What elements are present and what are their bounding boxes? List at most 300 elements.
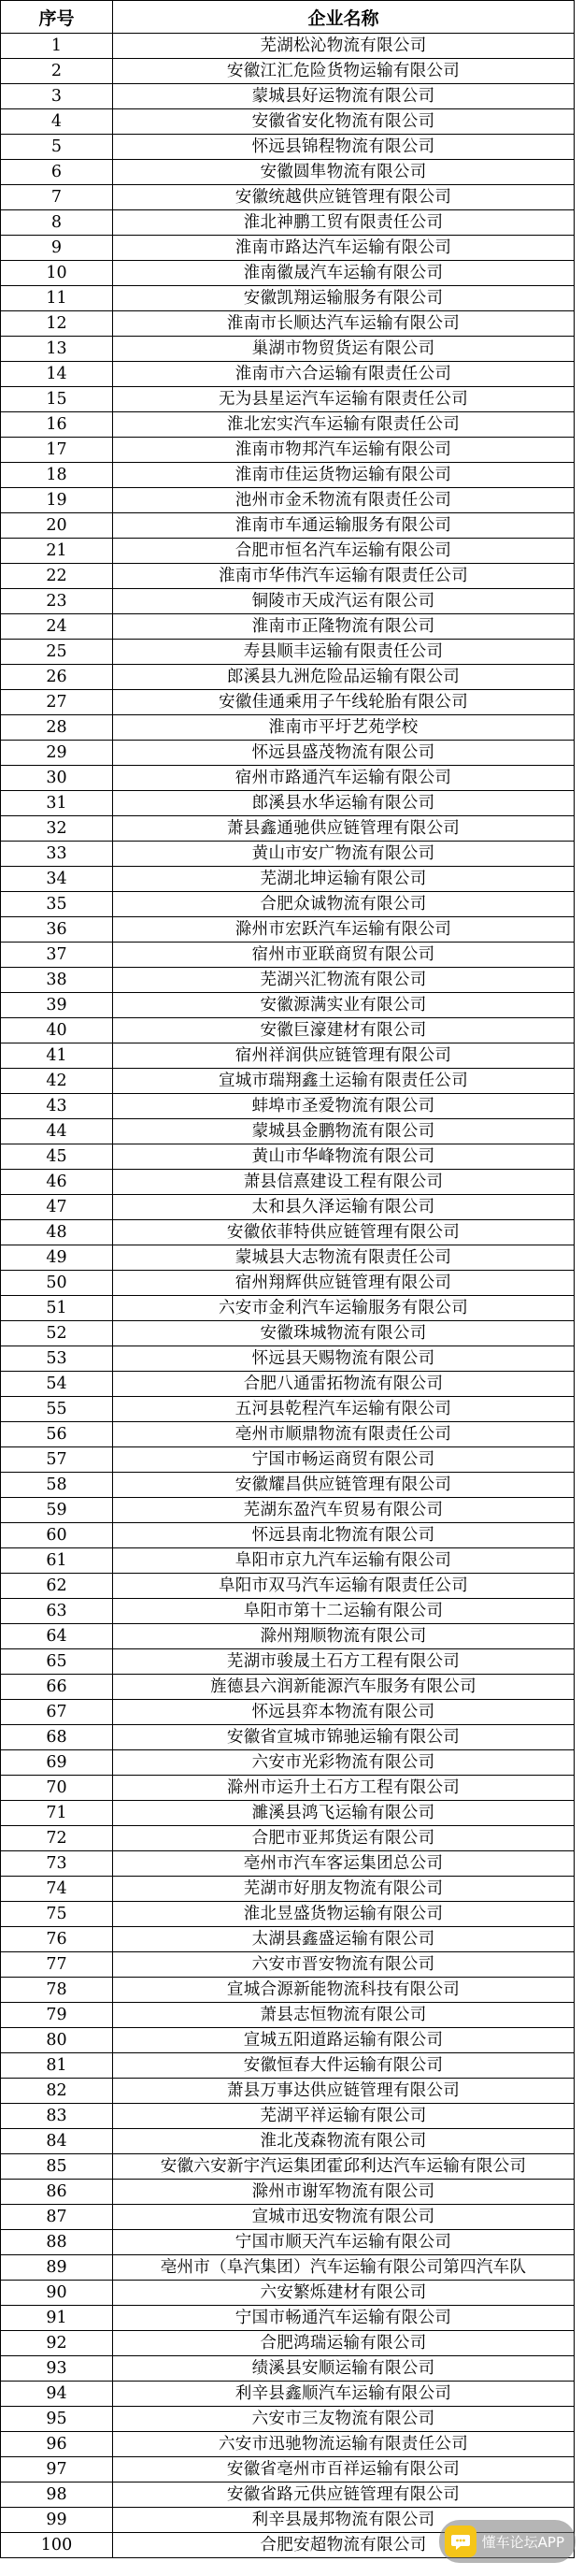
row-index: 51	[1, 1296, 113, 1321]
row-index: 81	[1, 2053, 113, 2079]
row-index: 57	[1, 1447, 113, 1473]
row-index: 39	[1, 993, 113, 1018]
row-index: 28	[1, 715, 113, 741]
table-row	[1, 2230, 575, 2255]
row-index: 71	[1, 1801, 113, 1826]
company-name: 太湖县鑫盛运输有限公司	[113, 1927, 575, 1952]
company-name: 巢湖市物贸货运有限公司	[113, 337, 575, 362]
table-row	[1, 1902, 575, 1927]
table-row	[1, 2356, 575, 2382]
row-index: 89	[1, 2255, 113, 2281]
table-row	[1, 1548, 575, 1574]
company-name: 六安市三友物流有限公司	[113, 2407, 575, 2432]
table-row	[1, 362, 575, 387]
row-index: 30	[1, 766, 113, 791]
table-row	[1, 2129, 575, 2154]
table-row	[1, 160, 575, 185]
table-row	[1, 59, 575, 84]
company-name: 安徽省宣城市锦驰运输有限公司	[113, 1725, 575, 1750]
company-name: 淮南市平圩艺苑学校	[113, 715, 575, 741]
row-index: 68	[1, 1725, 113, 1750]
row-index: 63	[1, 1599, 113, 1624]
row-index: 88	[1, 2230, 113, 2255]
row-index: 67	[1, 1700, 113, 1725]
table-row	[1, 1296, 575, 1321]
table-row	[1, 2104, 575, 2129]
company-name: 宁国市畅通汽车运输有限公司	[113, 2306, 575, 2331]
company-name: 安徽省路元供应链管理有限公司	[113, 2482, 575, 2508]
company-name: 阜阳市双马汽车运输有限责任公司	[113, 1574, 575, 1599]
watermark-label: 懂车论坛APP	[481, 2533, 564, 2551]
company-name: 淮南市正隆物流有限公司	[113, 614, 575, 640]
row-index: 18	[1, 463, 113, 488]
company-name: 宁国市畅运商贸有限公司	[113, 1447, 575, 1473]
table-row	[1, 539, 575, 564]
row-index: 74	[1, 1877, 113, 1902]
row-index: 75	[1, 1902, 113, 1927]
row-index: 47	[1, 1195, 113, 1220]
table-row	[1, 1043, 575, 1069]
company-name: 淮南市六合运输有限责任公司	[113, 362, 575, 387]
row-index: 23	[1, 589, 113, 614]
row-index: 96	[1, 2432, 113, 2457]
company-name: 六安市迅驰物流运输有限责任公司	[113, 2432, 575, 2457]
company-name: 怀远县弈本物流有限公司	[113, 1700, 575, 1725]
table-row	[1, 2028, 575, 2053]
table-row	[1, 1523, 575, 1548]
row-index: 5	[1, 135, 113, 160]
table-row	[1, 185, 575, 210]
table-row	[1, 135, 575, 160]
table-row	[1, 766, 575, 791]
company-name: 宿州市亚联商贸有限公司	[113, 943, 575, 968]
row-index: 48	[1, 1220, 113, 1245]
table-row	[1, 968, 575, 993]
company-name: 亳州市汽车客运集团总公司	[113, 1851, 575, 1877]
company-name: 芜湖兴汇物流有限公司	[113, 968, 575, 993]
table-row	[1, 993, 575, 1018]
table-row	[1, 589, 575, 614]
table-row	[1, 2180, 575, 2205]
table-row	[1, 1245, 575, 1271]
company-name: 芜湖北坤运输有限公司	[113, 867, 575, 892]
table-row	[1, 1978, 575, 2003]
company-name: 安徽江汇危险货物运输有限公司	[113, 59, 575, 84]
table-row	[1, 236, 575, 261]
row-index: 85	[1, 2154, 113, 2180]
row-index: 20	[1, 513, 113, 539]
row-index: 12	[1, 311, 113, 337]
row-index: 78	[1, 1978, 113, 2003]
company-name: 利辛县晟邦物流有限公司	[113, 2508, 575, 2533]
company-name: 郎溪县水华运输有限公司	[113, 791, 575, 816]
table-row	[1, 1700, 575, 1725]
table-row	[1, 2079, 575, 2104]
company-name: 怀远县锦程物流有限公司	[113, 135, 575, 160]
company-name: 濉溪县鸿飞运输有限公司	[113, 1801, 575, 1826]
row-index: 31	[1, 791, 113, 816]
row-index: 2	[1, 59, 113, 84]
row-index: 49	[1, 1245, 113, 1271]
row-index: 73	[1, 1851, 113, 1877]
row-index: 83	[1, 2104, 113, 2129]
table-row	[1, 2331, 575, 2356]
column-header-name: 企业名称	[113, 1, 575, 34]
row-index: 24	[1, 614, 113, 640]
row-index: 54	[1, 1372, 113, 1397]
company-name: 合肥八通雷拓物流有限公司	[113, 1372, 575, 1397]
row-index: 42	[1, 1069, 113, 1094]
row-index: 76	[1, 1927, 113, 1952]
table-row	[1, 2255, 575, 2281]
row-index: 93	[1, 2356, 113, 2382]
row-index: 14	[1, 362, 113, 387]
row-index: 97	[1, 2457, 113, 2482]
company-name: 寿县顺丰运输有限责任公司	[113, 640, 575, 665]
company-name: 安徽佳通乘用子午线轮胎有限公司	[113, 690, 575, 715]
row-index: 66	[1, 1675, 113, 1700]
table-row	[1, 1826, 575, 1851]
company-name: 五河县乾程汽车运输有限公司	[113, 1397, 575, 1422]
row-index: 92	[1, 2331, 113, 2356]
company-name: 黄山市安广物流有限公司	[113, 842, 575, 867]
row-index: 25	[1, 640, 113, 665]
company-name: 合肥市恒名汽车运输有限公司	[113, 539, 575, 564]
row-index: 36	[1, 917, 113, 943]
company-name: 蒙城县大志物流有限责任公司	[113, 1245, 575, 1271]
company-name: 淮南市物邦汽车运输有限公司	[113, 438, 575, 463]
row-index: 70	[1, 1776, 113, 1801]
row-index: 60	[1, 1523, 113, 1548]
company-name: 淮北宏实汽车运输有限责任公司	[113, 412, 575, 438]
row-index: 45	[1, 1144, 113, 1170]
row-index: 80	[1, 2028, 113, 2053]
row-index: 86	[1, 2180, 113, 2205]
column-header-index: 序号	[1, 1, 113, 34]
table-row	[1, 1422, 575, 1447]
company-name: 淮南市路达汽车运输有限公司	[113, 236, 575, 261]
company-name: 淮南市华伟汽车运输有限责任公司	[113, 564, 575, 589]
row-index: 1	[1, 34, 113, 59]
table-row	[1, 816, 575, 842]
company-name: 安徽耀昌供应链管理有限公司	[113, 1473, 575, 1498]
row-index: 59	[1, 1498, 113, 1523]
row-index: 46	[1, 1170, 113, 1195]
company-name: 宣城五阳道路运输有限公司	[113, 2028, 575, 2053]
table-row	[1, 109, 575, 135]
row-index: 65	[1, 1649, 113, 1675]
company-name: 淮南市长顺达汽车运输有限公司	[113, 311, 575, 337]
table-row	[1, 34, 575, 59]
table-row	[1, 1144, 575, 1170]
table-row	[1, 2205, 575, 2230]
company-name: 旌德县六润新能源汽车服务有限公司	[113, 1675, 575, 1700]
company-name: 淮南市车通运输服务有限公司	[113, 513, 575, 539]
row-index: 11	[1, 286, 113, 311]
row-index: 95	[1, 2407, 113, 2432]
table-row	[1, 1675, 575, 1700]
table-row	[1, 84, 575, 109]
table-row	[1, 2003, 575, 2028]
company-name: 宿州市路通汽车运输有限公司	[113, 766, 575, 791]
row-index: 37	[1, 943, 113, 968]
company-name: 怀远县南北物流有限公司	[113, 1523, 575, 1548]
company-name: 宁国市顺天汽车运输有限公司	[113, 2230, 575, 2255]
row-index: 94	[1, 2382, 113, 2407]
company-name: 六安市晋安物流有限公司	[113, 1952, 575, 1978]
company-name: 六安市光彩物流有限公司	[113, 1750, 575, 1776]
company-name: 淮南徽晟汽车运输有限公司	[113, 261, 575, 286]
table-header-row	[1, 1, 575, 34]
row-index: 58	[1, 1473, 113, 1498]
company-name: 怀远县天赐物流有限公司	[113, 1346, 575, 1372]
row-index: 13	[1, 337, 113, 362]
row-index: 44	[1, 1119, 113, 1144]
row-index: 99	[1, 2508, 113, 2533]
company-name: 淮南市佳运货物运输有限公司	[113, 463, 575, 488]
row-index: 100	[1, 2533, 113, 2558]
table-row	[1, 286, 575, 311]
table-row	[1, 1346, 575, 1372]
row-index: 38	[1, 968, 113, 993]
company-name: 萧县志恒物流有限公司	[113, 2003, 575, 2028]
table-row	[1, 2382, 575, 2407]
company-name: 蒙城县金鹏物流有限公司	[113, 1119, 575, 1144]
row-index: 7	[1, 185, 113, 210]
table-row	[1, 892, 575, 917]
table-row	[1, 640, 575, 665]
company-name: 滁州翔顺物流有限公司	[113, 1624, 575, 1649]
table-row	[1, 1750, 575, 1776]
company-name: 宣城市迅安物流有限公司	[113, 2205, 575, 2230]
row-index: 26	[1, 665, 113, 690]
table-row	[1, 387, 575, 412]
row-index: 50	[1, 1271, 113, 1296]
row-index: 64	[1, 1624, 113, 1649]
row-index: 17	[1, 438, 113, 463]
row-index: 98	[1, 2482, 113, 2508]
company-name: 安徽依菲特供应链管理有限公司	[113, 1220, 575, 1245]
table-row	[1, 1952, 575, 1978]
row-index: 4	[1, 109, 113, 135]
table-row	[1, 1725, 575, 1750]
row-index: 52	[1, 1321, 113, 1346]
company-name: 安徽源满实业有限公司	[113, 993, 575, 1018]
company-name: 滁州市谢军物流有限公司	[113, 2180, 575, 2205]
table-row	[1, 690, 575, 715]
table-row	[1, 1170, 575, 1195]
row-index: 72	[1, 1826, 113, 1851]
table-row	[1, 1220, 575, 1245]
table-row	[1, 1776, 575, 1801]
company-name: 蒙城县好运物流有限公司	[113, 84, 575, 109]
company-name: 亳州市顺鼎物流有限责任公司	[113, 1422, 575, 1447]
company-name: 绩溪县安顺运输有限公司	[113, 2356, 575, 2382]
table-row	[1, 1321, 575, 1346]
company-name: 太和县久泽运输有限公司	[113, 1195, 575, 1220]
table-row	[1, 1927, 575, 1952]
company-name: 阜阳市第十二运输有限公司	[113, 1599, 575, 1624]
table-row	[1, 2407, 575, 2432]
table-row	[1, 842, 575, 867]
company-name: 宿州翔辉供应链管理有限公司	[113, 1271, 575, 1296]
company-name: 黄山市华峰物流有限公司	[113, 1144, 575, 1170]
row-index: 53	[1, 1346, 113, 1372]
app-watermark	[439, 2520, 576, 2563]
company-name: 淮北昱盛货物运输有限公司	[113, 1902, 575, 1927]
table-row	[1, 867, 575, 892]
table-row	[1, 1473, 575, 1498]
row-index: 79	[1, 2003, 113, 2028]
row-index: 40	[1, 1018, 113, 1043]
table-row	[1, 1094, 575, 1119]
company-name: 铜陵市天成汽运有限公司	[113, 589, 575, 614]
table-row	[1, 210, 575, 236]
row-index: 84	[1, 2129, 113, 2154]
company-name: 蚌埠市圣爱物流有限公司	[113, 1094, 575, 1119]
company-name: 安徽珠城物流有限公司	[113, 1321, 575, 1346]
company-name: 宿州祥润供应链管理有限公司	[113, 1043, 575, 1069]
company-name: 萧县万事达供应链管理有限公司	[113, 2079, 575, 2104]
company-name: 滁州市宏跃汽车运输有限公司	[113, 917, 575, 943]
table-row	[1, 1574, 575, 1599]
company-name: 安徽圆隼物流有限公司	[113, 160, 575, 185]
table-row	[1, 438, 575, 463]
row-index: 91	[1, 2306, 113, 2331]
table-row	[1, 1599, 575, 1624]
company-name: 六安繁烁建材有限公司	[113, 2281, 575, 2306]
company-name: 无为县星运汽车运输有限责任公司	[113, 387, 575, 412]
company-name: 亳州市（阜汽集团）汽车运输有限公司第四汽车队	[113, 2255, 575, 2281]
company-name: 芜湖平祥运输有限公司	[113, 2104, 575, 2129]
table-row	[1, 1624, 575, 1649]
company-name: 郎溪县九洲危险品运输有限公司	[113, 665, 575, 690]
table-row	[1, 261, 575, 286]
row-index: 32	[1, 816, 113, 842]
company-name: 安徽恒春大件运输有限公司	[113, 2053, 575, 2079]
company-name: 芜湖松沁物流有限公司	[113, 34, 575, 59]
company-name: 安徽巨濠建材有限公司	[113, 1018, 575, 1043]
row-index: 87	[1, 2205, 113, 2230]
row-index: 22	[1, 564, 113, 589]
row-index: 35	[1, 892, 113, 917]
company-name: 安徽凯翔运输服务有限公司	[113, 286, 575, 311]
row-index: 82	[1, 2079, 113, 2104]
row-index: 56	[1, 1422, 113, 1447]
row-index: 90	[1, 2281, 113, 2306]
row-index: 8	[1, 210, 113, 236]
row-index: 21	[1, 539, 113, 564]
company-name: 芜湖市好朋友物流有限公司	[113, 1877, 575, 1902]
table-row	[1, 1195, 575, 1220]
table-row	[1, 311, 575, 337]
company-name: 滁州市运升土石方工程有限公司	[113, 1776, 575, 1801]
company-name: 阜阳市京九汽车运输有限公司	[113, 1548, 575, 1574]
company-name: 安徽省亳州市百祥运输有限公司	[113, 2457, 575, 2482]
table-row	[1, 1447, 575, 1473]
table-row	[1, 2482, 575, 2508]
row-index: 29	[1, 741, 113, 766]
table-row	[1, 2281, 575, 2306]
table-row	[1, 1801, 575, 1826]
table-row	[1, 513, 575, 539]
company-name: 萧县鑫通驰供应链管理有限公司	[113, 816, 575, 842]
company-name: 淮北茂森物流有限公司	[113, 2129, 575, 2154]
company-name: 淮北神鹏工贸有限责任公司	[113, 210, 575, 236]
table-row	[1, 564, 575, 589]
company-name: 六安市金利汽车运输服务有限公司	[113, 1296, 575, 1321]
table-row	[1, 1397, 575, 1422]
company-name: 萧县信熹建设工程有限公司	[113, 1170, 575, 1195]
row-index: 10	[1, 261, 113, 286]
chat-bubble-icon	[445, 2526, 476, 2557]
row-index: 61	[1, 1548, 113, 1574]
table-row	[1, 1877, 575, 1902]
table-row	[1, 1851, 575, 1877]
table-row	[1, 2457, 575, 2482]
company-name: 安徽统越供应链管理有限公司	[113, 185, 575, 210]
table-row	[1, 2053, 575, 2079]
company-name: 池州市金禾物流有限责任公司	[113, 488, 575, 513]
row-index: 69	[1, 1750, 113, 1776]
table-row	[1, 741, 575, 766]
table-row	[1, 614, 575, 640]
table-row	[1, 917, 575, 943]
company-name: 合肥鸿瑞运输有限公司	[113, 2331, 575, 2356]
company-name: 合肥众诚物流有限公司	[113, 892, 575, 917]
table-row	[1, 463, 575, 488]
table-row	[1, 1649, 575, 1675]
company-name: 合肥安超物流有限公司	[113, 2533, 575, 2558]
table-row	[1, 943, 575, 968]
company-name: 利辛县鑫顺汽车运输有限公司	[113, 2382, 575, 2407]
table-row	[1, 2432, 575, 2457]
table-row	[1, 2306, 575, 2331]
row-index: 55	[1, 1397, 113, 1422]
row-index: 15	[1, 387, 113, 412]
row-index: 43	[1, 1094, 113, 1119]
row-index: 3	[1, 84, 113, 109]
company-name: 合肥市亚邦货运有限公司	[113, 1826, 575, 1851]
row-index: 62	[1, 1574, 113, 1599]
company-name: 宣城市瑞翔鑫土运输有限责任公司	[113, 1069, 575, 1094]
table-row	[1, 665, 575, 690]
company-name: 安徽省安化物流有限公司	[113, 109, 575, 135]
company-name: 芜湖东盈汽车贸易有限公司	[113, 1498, 575, 1523]
table-row	[1, 412, 575, 438]
table-row	[1, 715, 575, 741]
table-row	[1, 1119, 575, 1144]
table-row	[1, 488, 575, 513]
table-row	[1, 1018, 575, 1043]
table-row	[1, 1271, 575, 1296]
table-row	[1, 1069, 575, 1094]
table-row	[1, 337, 575, 362]
company-name: 安徽六安新宇汽运集团霍邱利达汽车运输有限公司	[113, 2154, 575, 2180]
row-index: 19	[1, 488, 113, 513]
row-index: 34	[1, 867, 113, 892]
row-index: 16	[1, 412, 113, 438]
row-index: 33	[1, 842, 113, 867]
row-index: 27	[1, 690, 113, 715]
row-index: 41	[1, 1043, 113, 1069]
company-name: 芜湖市骏晟土石方工程有限公司	[113, 1649, 575, 1675]
row-index: 6	[1, 160, 113, 185]
table-row	[1, 1372, 575, 1397]
table-row	[1, 1498, 575, 1523]
table-row	[1, 791, 575, 816]
table-row	[1, 2154, 575, 2180]
